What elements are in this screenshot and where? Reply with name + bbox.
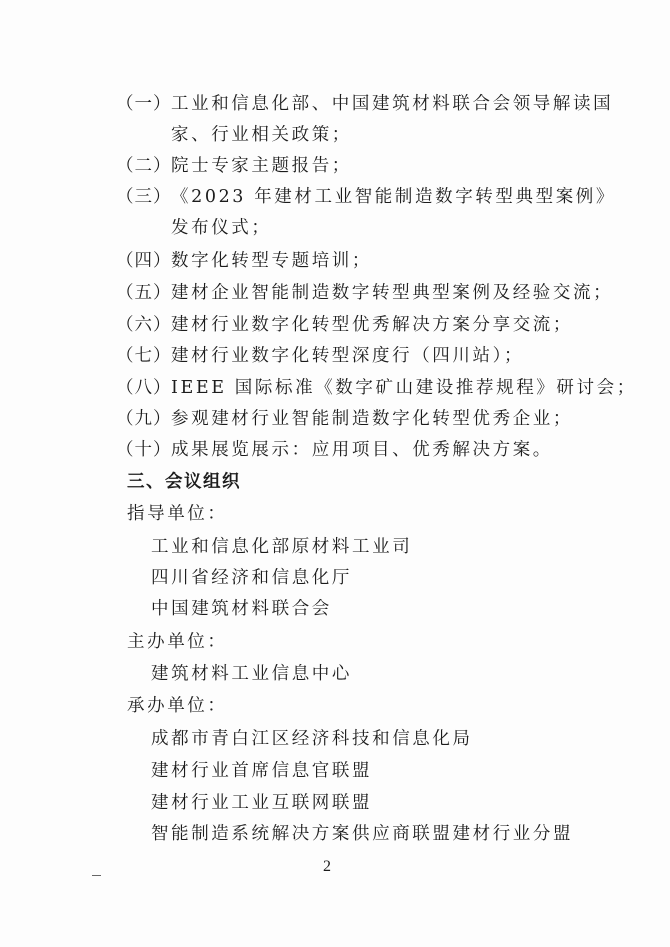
organizer-unit-label: 承办单位：	[127, 696, 228, 716]
host-unit-label: 主办单位：	[127, 632, 228, 652]
organizer-unit-item: 智能制造系统解决方案供应商联盟建材行业分盟	[151, 824, 574, 844]
agenda-number: （六）	[116, 315, 172, 335]
agenda-number: （一）	[116, 94, 172, 114]
margin-mark	[92, 875, 101, 876]
agenda-item-text: 成果展览展示：应用项目、优秀解决方案。	[171, 440, 553, 460]
agenda-item-text: 参观建材行业智能制造数字化转型优秀企业；	[171, 409, 573, 429]
page-number: 2	[323, 858, 331, 875]
agenda-number: （十）	[116, 440, 172, 460]
agenda-number: （八）	[116, 378, 172, 398]
guide-unit-item: 中国建筑材料联合会	[151, 599, 332, 619]
agenda-number: （五）	[116, 283, 172, 303]
guide-unit-item: 四川省经济和信息化厅	[151, 568, 352, 588]
organizer-unit-item: 成都市青白江区经济科技和信息化局	[151, 729, 473, 749]
host-unit-item: 建筑材料工业信息中心	[151, 664, 352, 684]
agenda-number: （九）	[116, 409, 172, 429]
agenda-number: （二）	[116, 156, 172, 176]
organizer-unit-item: 建材行业工业互联网联盟	[151, 793, 373, 813]
organizer-unit-item: 建材行业首席信息官联盟	[151, 761, 373, 781]
agenda-item-text: 建材行业数字化转型深度行（四川站）；	[171, 346, 525, 366]
agenda-item-text: 工业和信息化部、中国建筑材料联合会领导解读国	[171, 94, 614, 114]
agenda-number: （三）	[116, 187, 172, 207]
agenda-item-text: 建材企业智能制造数字转型典型案例及经验交流；	[171, 283, 614, 303]
agenda-item-text: 建材行业数字化转型优秀解决方案分享交流；	[171, 315, 573, 335]
agenda-item-text: 数字化转型专题培训；	[171, 251, 372, 271]
agenda-number: （四）	[116, 251, 172, 271]
agenda-item-text: 《2023 年建材工业智能制造数字转型典型案例》	[171, 187, 616, 207]
agenda-item-text: 发布仪式；	[171, 218, 272, 238]
guide-unit-item: 工业和信息化部原材料工业司	[151, 537, 413, 557]
guide-unit-label: 指导单位：	[127, 504, 228, 524]
agenda-item-text: 院士专家主题报告；	[171, 156, 352, 176]
section-heading: 三、会议组织	[127, 472, 241, 492]
agenda-item-text: 家、行业相关政策；	[171, 125, 352, 145]
agenda-item-text: IEEE 国际标准《数字矿山建设推荐规程》研讨会；	[171, 378, 637, 398]
agenda-number: （七）	[116, 346, 172, 366]
